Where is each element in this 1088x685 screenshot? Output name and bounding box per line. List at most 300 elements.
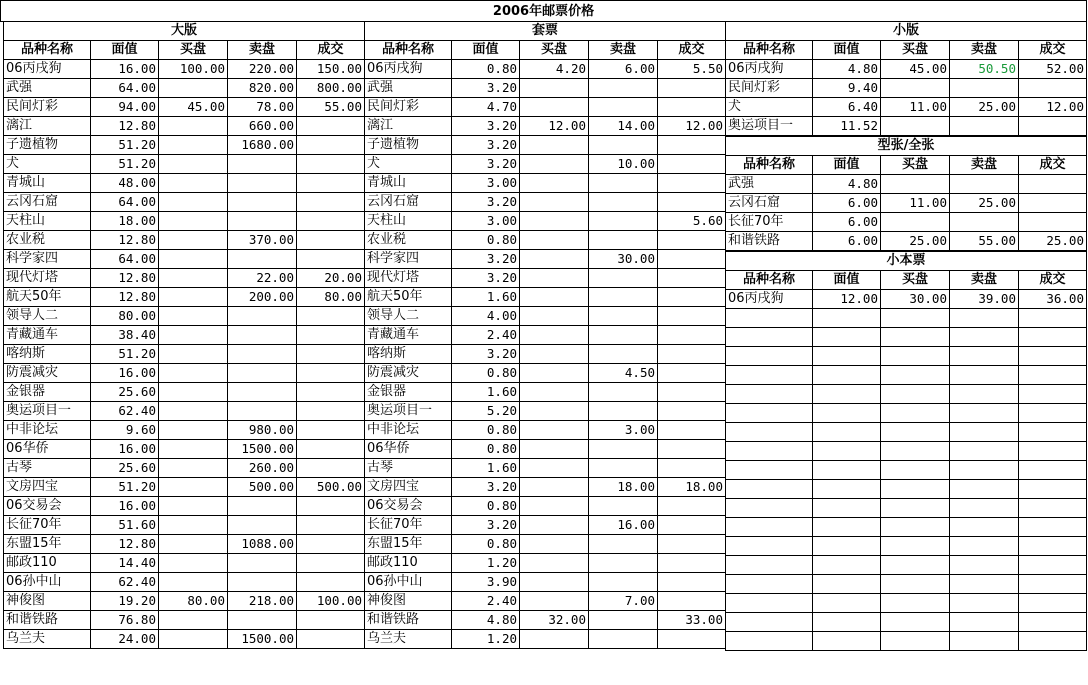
column-header: 面值: [452, 41, 520, 60]
table-row: [4, 345, 365, 364]
value-cell: 48.00: [91, 174, 159, 193]
value-cell: 16.00: [91, 364, 159, 383]
empty-cell: [1019, 575, 1087, 594]
value-cell: 0.80: [452, 421, 520, 440]
empty-cell: [881, 328, 950, 347]
item-name-cell: 民间灯彩: [365, 98, 452, 117]
empty-cell: [881, 461, 950, 480]
empty-cell: [1019, 366, 1087, 385]
item-name-cell: 06丙戌狗: [726, 290, 813, 309]
item-name-cell: 农业税: [4, 231, 91, 250]
item-name-cell: 青城山: [4, 174, 91, 193]
empty-cell: [726, 480, 813, 499]
value-cell: [159, 421, 228, 440]
value-cell: [297, 402, 365, 421]
value-cell: [297, 136, 365, 155]
value-cell: [658, 98, 726, 117]
table-row: [365, 611, 726, 630]
empty-cell: [950, 404, 1019, 423]
value-cell: 4.50: [589, 364, 658, 383]
item-name-cell: 防震减灾: [4, 364, 91, 383]
value-cell: 64.00: [91, 193, 159, 212]
table-row: [4, 98, 365, 117]
empty-cell: [1019, 404, 1087, 423]
item-name-cell: 长征70年: [4, 516, 91, 535]
table-row: [4, 440, 365, 459]
value-cell: [159, 307, 228, 326]
empty-cell: [813, 461, 881, 480]
item-name-cell: 农业税: [365, 231, 452, 250]
item-name-cell: 天柱山: [4, 212, 91, 231]
table-row: [365, 440, 726, 459]
empty-cell: [726, 632, 813, 651]
value-cell: [159, 459, 228, 478]
item-name-cell: 古琴: [365, 459, 452, 478]
value-cell: [589, 554, 658, 573]
table-row: [4, 117, 365, 136]
value-cell: [658, 136, 726, 155]
empty-cell: [1019, 632, 1087, 651]
value-cell: [297, 440, 365, 459]
value-cell: [228, 250, 297, 269]
header-row: [726, 41, 1087, 60]
table-row: [4, 630, 365, 649]
empty-cell: [726, 556, 813, 575]
table-row: [365, 60, 726, 79]
value-cell: [297, 155, 365, 174]
empty-cell: [726, 328, 813, 347]
value-cell: 51.20: [91, 136, 159, 155]
value-cell: 0.80: [452, 440, 520, 459]
column-header: 品种名称: [726, 41, 813, 60]
table-row: [726, 60, 1087, 79]
item-name-cell: 犬: [365, 155, 452, 174]
item-name-cell: 武强: [365, 79, 452, 98]
table-row: [365, 231, 726, 250]
section-title-xiao: 小版: [726, 22, 1087, 41]
empty-cell: [813, 632, 881, 651]
value-cell: 20.00: [297, 269, 365, 288]
table-row: [726, 194, 1087, 213]
value-cell: [159, 554, 228, 573]
value-cell: 7.00: [589, 592, 658, 611]
empty-cell: [726, 575, 813, 594]
value-cell: 78.00: [228, 98, 297, 117]
value-cell: [658, 345, 726, 364]
empty-row: [726, 366, 1087, 385]
table-row: [365, 630, 726, 649]
empty-cell: [1019, 518, 1087, 537]
table-row: [726, 290, 1087, 309]
empty-row: [726, 556, 1087, 575]
value-cell: [520, 174, 589, 193]
empty-cell: [726, 594, 813, 613]
value-cell: 0.80: [452, 60, 520, 79]
value-cell: [658, 326, 726, 345]
value-cell: [589, 402, 658, 421]
header-row: [4, 41, 365, 60]
value-cell: 150.00: [297, 60, 365, 79]
empty-cell: [813, 366, 881, 385]
value-cell: 3.20: [452, 117, 520, 136]
value-cell: [658, 383, 726, 402]
value-cell: [589, 573, 658, 592]
item-name-cell: 子遗植物: [4, 136, 91, 155]
empty-cell: [813, 442, 881, 461]
empty-row: [726, 385, 1087, 404]
table-row: [365, 136, 726, 155]
item-name-cell: 青藏通车: [365, 326, 452, 345]
table-row: [365, 364, 726, 383]
value-cell: 3.90: [452, 573, 520, 592]
empty-cell: [813, 594, 881, 613]
empty-cell: [726, 461, 813, 480]
value-cell: [297, 497, 365, 516]
value-cell: 24.00: [91, 630, 159, 649]
header-row: [726, 156, 1087, 175]
value-cell: [658, 592, 726, 611]
empty-cell: [1019, 385, 1087, 404]
value-cell: [159, 269, 228, 288]
table-row: [4, 459, 365, 478]
value-cell: 260.00: [228, 459, 297, 478]
value-cell: 25.60: [91, 459, 159, 478]
table-row: [726, 117, 1087, 137]
table-row: [365, 155, 726, 174]
value-cell: 1500.00: [228, 440, 297, 459]
value-cell: [228, 155, 297, 174]
empty-cell: [881, 480, 950, 499]
value-cell: 45.00: [881, 60, 950, 79]
value-cell: [159, 364, 228, 383]
empty-row: [726, 575, 1087, 594]
column-header: 品种名称: [4, 41, 91, 60]
item-name-cell: 中非论坛: [365, 421, 452, 440]
value-cell: 4.80: [452, 611, 520, 630]
item-name-cell: 犬: [4, 155, 91, 174]
value-cell: [297, 535, 365, 554]
empty-cell: [813, 499, 881, 518]
empty-cell: [1019, 347, 1087, 366]
table-row: [365, 212, 726, 231]
value-cell: [297, 364, 365, 383]
value-cell: [228, 402, 297, 421]
empty-cell: [726, 385, 813, 404]
value-cell: 51.20: [91, 345, 159, 364]
table-row: [4, 326, 365, 345]
item-name-cell: 天柱山: [365, 212, 452, 231]
value-cell: 3.20: [452, 516, 520, 535]
table-row: [4, 269, 365, 288]
item-name-cell: 神俊图: [4, 592, 91, 611]
column-header: 卖盘: [228, 41, 297, 60]
value-cell: 45.00: [159, 98, 228, 117]
value-cell: [1019, 194, 1087, 213]
empty-row: [726, 537, 1087, 556]
value-cell: [297, 459, 365, 478]
item-name-cell: 云冈石窟: [4, 193, 91, 212]
value-cell: 22.00: [228, 269, 297, 288]
value-cell: [589, 459, 658, 478]
empty-cell: [950, 328, 1019, 347]
value-cell: 12.80: [91, 117, 159, 136]
item-name-cell: 06丙戌狗: [726, 60, 813, 79]
value-cell: 76.80: [91, 611, 159, 630]
value-cell: [950, 79, 1019, 98]
empty-cell: [813, 518, 881, 537]
value-cell: 62.40: [91, 402, 159, 421]
table-row: [365, 250, 726, 269]
empty-cell: [813, 385, 881, 404]
value-cell: [520, 98, 589, 117]
value-cell: 12.00: [813, 290, 881, 309]
empty-row: [726, 594, 1087, 613]
value-cell: [520, 345, 589, 364]
table-row: [4, 136, 365, 155]
value-cell: 5.20: [452, 402, 520, 421]
value-cell: 39.00: [950, 290, 1019, 309]
value-cell: 4.80: [813, 60, 881, 79]
value-cell: [520, 459, 589, 478]
value-cell: 16.00: [91, 60, 159, 79]
column-header: 卖盘: [589, 41, 658, 60]
value-cell: [658, 497, 726, 516]
value-cell: 12.80: [91, 535, 159, 554]
value-cell: [228, 573, 297, 592]
column-header: 买盘: [881, 156, 950, 175]
value-cell: [159, 402, 228, 421]
value-cell: [159, 231, 228, 250]
value-cell: [520, 554, 589, 573]
table-row: [4, 212, 365, 231]
empty-cell: [726, 442, 813, 461]
table-row: [365, 345, 726, 364]
item-name-cell: 06交易会: [365, 497, 452, 516]
empty-row: [726, 480, 1087, 499]
empty-cell: [726, 423, 813, 442]
empty-cell: [881, 385, 950, 404]
section-title-row: [726, 136, 1087, 156]
value-cell: 64.00: [91, 79, 159, 98]
value-cell: [658, 364, 726, 383]
value-cell: [228, 516, 297, 535]
column-header: 卖盘: [950, 156, 1019, 175]
value-cell: [159, 630, 228, 649]
value-cell: 370.00: [228, 231, 297, 250]
value-cell: 62.40: [91, 573, 159, 592]
item-name-cell: 漓江: [4, 117, 91, 136]
value-cell: 16.00: [91, 440, 159, 459]
empty-cell: [1019, 461, 1087, 480]
value-cell: 36.00: [1019, 290, 1087, 309]
item-name-cell: 东盟15年: [4, 535, 91, 554]
value-cell: [520, 421, 589, 440]
empty-cell: [1019, 556, 1087, 575]
value-cell: 6.00: [589, 60, 658, 79]
empty-cell: [950, 442, 1019, 461]
empty-cell: [950, 537, 1019, 556]
item-name-cell: 文房四宝: [4, 478, 91, 497]
value-cell: 12.80: [91, 288, 159, 307]
empty-cell: [813, 423, 881, 442]
section-title-ben: 小本票: [726, 251, 1087, 271]
item-name-cell: 武强: [726, 175, 813, 194]
item-name-cell: 乌兰夫: [365, 630, 452, 649]
value-cell: 500.00: [228, 478, 297, 497]
item-name-cell: 民间灯彩: [4, 98, 91, 117]
empty-cell: [726, 613, 813, 632]
item-name-cell: 航天50年: [365, 288, 452, 307]
value-cell: 55.00: [950, 232, 1019, 252]
value-cell: 0.80: [452, 497, 520, 516]
item-name-cell: 喀纳斯: [365, 345, 452, 364]
empty-cell: [813, 347, 881, 366]
empty-cell: [813, 613, 881, 632]
empty-row: [726, 404, 1087, 423]
item-name-cell: 奥运项目一: [726, 117, 813, 137]
table-row: [4, 288, 365, 307]
column-header: 成交: [297, 41, 365, 60]
value-cell: [881, 79, 950, 98]
table-row: [726, 175, 1087, 194]
empty-cell: [1019, 613, 1087, 632]
value-cell: 1.60: [452, 459, 520, 478]
value-cell: [520, 326, 589, 345]
item-name-cell: 中非论坛: [4, 421, 91, 440]
value-cell: [589, 345, 658, 364]
value-cell: [297, 630, 365, 649]
value-cell: [658, 630, 726, 649]
empty-cell: [1019, 423, 1087, 442]
table-row: [365, 193, 726, 212]
empty-cell: [726, 366, 813, 385]
value-cell: [589, 288, 658, 307]
table-row: [4, 402, 365, 421]
empty-cell: [950, 556, 1019, 575]
section-title-xing: 型张/全张: [726, 136, 1087, 156]
value-cell: 1680.00: [228, 136, 297, 155]
column-header: 品种名称: [726, 271, 813, 290]
table-row: [365, 535, 726, 554]
value-cell: [589, 383, 658, 402]
value-cell: 6.00: [813, 194, 881, 213]
value-cell: 12.00: [1019, 98, 1087, 117]
table-row: [4, 535, 365, 554]
empty-cell: [881, 613, 950, 632]
value-cell: 38.40: [91, 326, 159, 345]
item-name-cell: 喀纳斯: [4, 345, 91, 364]
value-cell: 980.00: [228, 421, 297, 440]
value-cell: [589, 193, 658, 212]
item-name-cell: 漓江: [365, 117, 452, 136]
table-row: [726, 98, 1087, 117]
value-cell: 3.20: [452, 478, 520, 497]
value-cell: 1.60: [452, 288, 520, 307]
table-row: [4, 307, 365, 326]
table-row: [4, 250, 365, 269]
value-cell: [658, 307, 726, 326]
empty-cell: [950, 499, 1019, 518]
value-cell: [1019, 175, 1087, 194]
value-cell: 64.00: [91, 250, 159, 269]
column-header: 品种名称: [726, 156, 813, 175]
table-row: [365, 174, 726, 193]
value-cell: [520, 212, 589, 231]
empty-row: [726, 632, 1087, 651]
item-name-cell: 航天50年: [4, 288, 91, 307]
empty-cell: [881, 537, 950, 556]
value-cell: [159, 174, 228, 193]
value-cell: [520, 478, 589, 497]
value-cell: 4.70: [452, 98, 520, 117]
value-cell: 55.00: [297, 98, 365, 117]
value-cell: 200.00: [228, 288, 297, 307]
header-row: [726, 271, 1087, 290]
table-row: [365, 573, 726, 592]
value-cell: [658, 231, 726, 250]
table-row: [4, 497, 365, 516]
table-row: [4, 516, 365, 535]
value-cell: [881, 117, 950, 137]
value-cell: [520, 402, 589, 421]
empty-row: [726, 328, 1087, 347]
item-name-cell: 云冈石窟: [726, 194, 813, 213]
value-cell: 4.80: [813, 175, 881, 194]
value-cell: [159, 288, 228, 307]
item-name-cell: 民间灯彩: [726, 79, 813, 98]
table-da-ban: [3, 21, 365, 649]
table-row: [365, 288, 726, 307]
value-cell: [228, 554, 297, 573]
table-row: [365, 269, 726, 288]
value-cell: [520, 383, 589, 402]
item-name-cell: 防震减灾: [365, 364, 452, 383]
empty-row: [726, 461, 1087, 480]
value-cell: 25.00: [950, 98, 1019, 117]
empty-cell: [881, 423, 950, 442]
value-cell: [1019, 117, 1087, 137]
value-cell: 1.20: [452, 554, 520, 573]
value-cell: 50.50: [950, 60, 1019, 79]
value-cell: [228, 193, 297, 212]
item-name-cell: 06华侨: [4, 440, 91, 459]
value-cell: [881, 213, 950, 232]
value-cell: [159, 345, 228, 364]
value-cell: [950, 175, 1019, 194]
table-row: [4, 155, 365, 174]
value-cell: 9.60: [91, 421, 159, 440]
empty-cell: [950, 594, 1019, 613]
empty-cell: [1019, 594, 1087, 613]
value-cell: [297, 345, 365, 364]
value-cell: 100.00: [297, 592, 365, 611]
value-cell: [520, 535, 589, 554]
empty-row: [726, 347, 1087, 366]
item-name-cell: 06孙中山: [365, 573, 452, 592]
item-name-cell: 06丙戌狗: [4, 60, 91, 79]
table-row: [365, 79, 726, 98]
value-cell: [658, 269, 726, 288]
table-row: [365, 383, 726, 402]
empty-cell: [813, 537, 881, 556]
empty-cell: [881, 594, 950, 613]
value-cell: [658, 573, 726, 592]
empty-cell: [950, 480, 1019, 499]
item-name-cell: 现代灯塔: [4, 269, 91, 288]
column-header: 卖盘: [950, 271, 1019, 290]
value-cell: [159, 516, 228, 535]
column-header: 品种名称: [365, 41, 452, 60]
